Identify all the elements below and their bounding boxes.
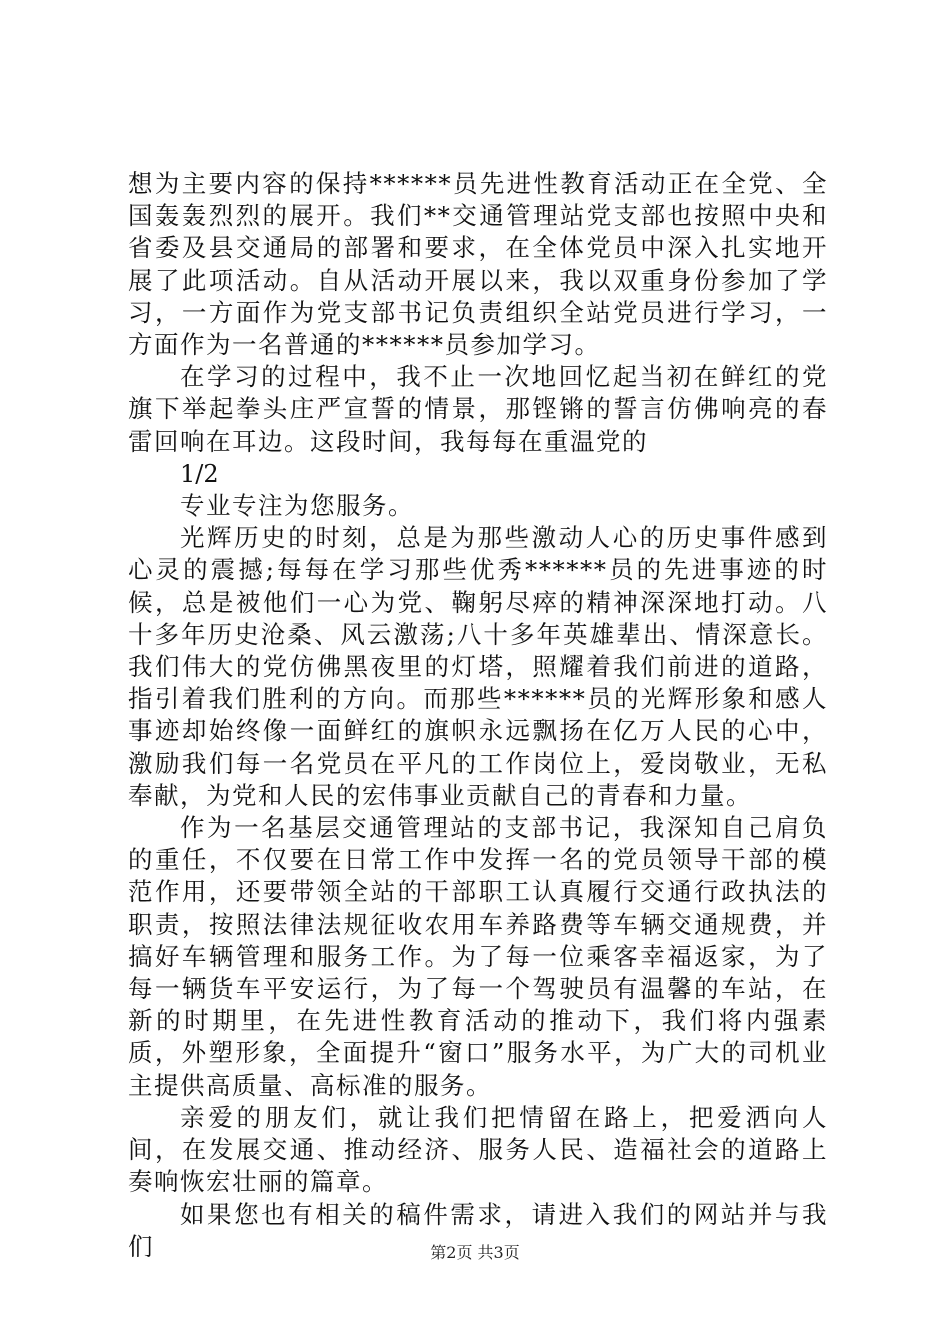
paragraph-service-note: 专业专注为您服务。 xyxy=(180,491,414,521)
paragraph-5: 亲爱的朋友们，就让我们把情留在路上，把爱洒向人间，在发展交通、推动经济、服务人民、造福社会的道路上奏响恢宏壮丽的篇章。 xyxy=(128,1102,828,1197)
paragraph-1: 想为主要内容的保持******员先进性教育活动正在全党、全国轰轰烈烈的展开。我们**交通管理站党支部也按照中央和省委及县交通局的部署和要求，在全体党员中深入扎实地开展了此项活动。自从活动开展以来，我以双重身份参加了学习，一方面作为党支部书记负责组织全站党员进行学习，一方面作为一名普通的******员参加学习。 xyxy=(128,169,828,360)
page-footer: 第2页 共3页 xyxy=(430,1243,520,1262)
paragraph-3: 光辉历史的时刻，总是为那些激动人心的历史事件感到心灵的震撼;每每在学习那些优秀******员的先进事迹的时候，总是被他们一心为党、鞠躬尽瘁的精神深深地打动。八十多年历史沧桑、风云激荡;八十多年英雄辈出、情深意长。我们伟大的党仿佛黑夜里的灯塔，照耀着我们前进的道路，指引着我们胜利的方向。而那些******员的光辉形象和感人事迹却始终像一面鲜红的旗帜永远飘扬在亿万人民的心中，激励我们每一名党员在平凡的工作岗位上，爱岗敬业，无私奉献，为党和人民的宏伟事业贡献自己的青春和力量。 xyxy=(128,523,828,810)
paragraph-2: 在学习的过程中，我不止一次地回忆起当初在鲜红的党旗下举起拳头庄严宣誓的情景，那铿锵的誓言仿佛响亮的春雷回响在耳边。这段时间，我每每在重温党的 xyxy=(128,362,828,456)
paragraph-4: 作为一名基层交通管理站的支部书记，我深知自己肩负的重任，不仅要在日常工作中发挥一名的党员领导干部的模范作用，还要带领全站的干部职工认真履行交通行政执法的职责，按照法律法规征收农用车养路费等车辆交通规费，并搞好车辆管理和服务工作。为了每一位乘客幸福返家，为了每一辆货车平安运行，为了每一个驾驶员有温馨的车站，在新的时期里，在先进性教育活动的推动下，我们将内强素质，外塑形象，全面提升“窗口”服务水平，为广大的司机业主提供高质量、高标准的服务。 xyxy=(128,813,828,1100)
paragraph-6: 如果您也有相关的稿件需求，请进入我们的网站并与我们 xyxy=(128,1199,828,1261)
inline-page-number: 1/2 xyxy=(180,459,219,488)
document-body xyxy=(128,168,828,1263)
